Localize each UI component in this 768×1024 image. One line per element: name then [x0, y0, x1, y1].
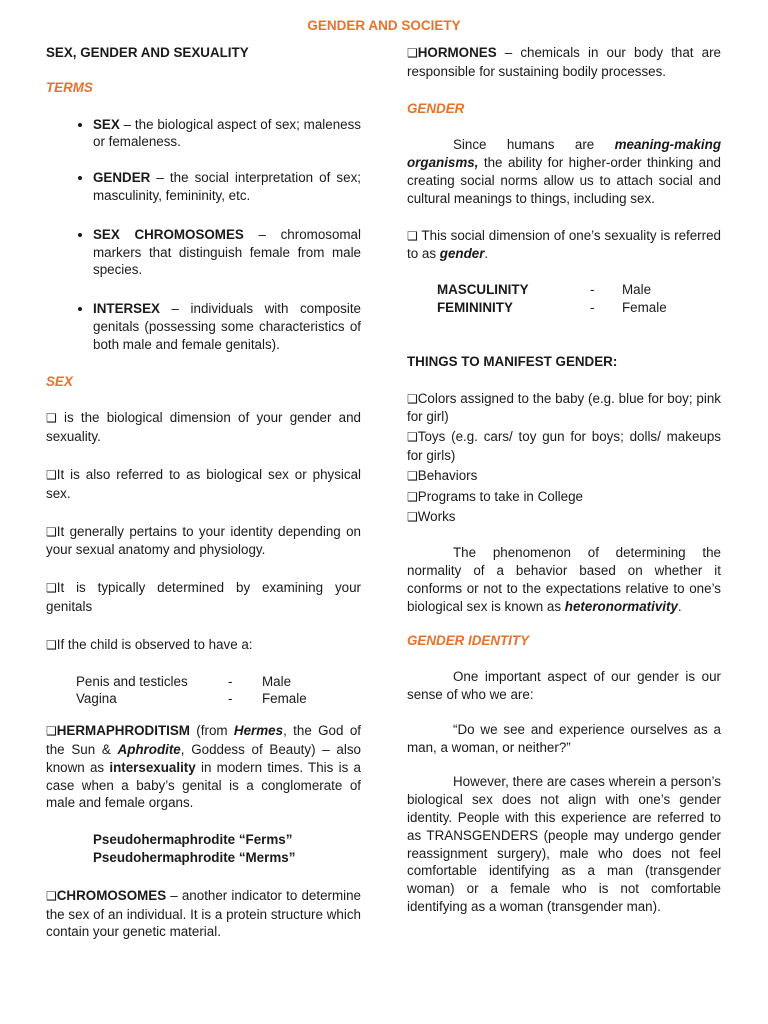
- gender-paragraph: Since humans are meaning-making organisms, the ability for higher-order thinking and creating social norms allow us to attach social and cultural meanings to things, including sex.: [407, 137, 721, 206]
- gender-definition: ❑ This social dimension of one’s sexuality is referred to as gender.: [407, 227, 721, 264]
- manifest-item: ❑ Programs to take in College: [407, 488, 721, 507]
- term-item-sex: • SEX – the biological aspect of sex; maleness or femaleness.: [93, 116, 361, 152]
- section-heading: SEX, GENDER AND SEXUALITY: [46, 45, 249, 60]
- sex-point: ❑ It is typically determined by examining your genitals: [46, 579, 361, 616]
- right-column: [407, 44, 721, 916]
- organ-row: Vagina - Female: [76, 691, 307, 707]
- hermaphroditism-paragraph: ❑ HERMAPHRODITISM (from Hermes, the God of the Sun & Aphrodite, Goddess of Beauty) – also known as intersexuality in modern times. This is a case when a baby’s genital is a conglomerate of male and female organs.: [46, 722, 361, 812]
- terms-label: TERMS: [46, 79, 93, 95]
- sex-point: ❑ is the biological dimension of your gender and sexuality.: [46, 409, 361, 446]
- transgender-paragraph: However, there are cases wherein a person’s biological sex does not align with one’s gender identity. People with this experience are referred to as TRANSGENDERS (people may undergo gender reassignment surgery), male who does not feel comfortable identifying as a man (transgender woman) or a female who is not comfortable identifying as a woman (transgender man).: [407, 774, 721, 914]
- masculinity-femininity-table: [407, 281, 721, 317]
- gender-identity-quote: “Do we see and experience ourselves as a man, a woman, or neither?”: [407, 721, 721, 755]
- left-column: [46, 44, 361, 941]
- sex-label: SEX: [46, 373, 73, 389]
- pseudo-item: Pseudohermaphrodite “Merms”: [93, 849, 296, 865]
- heteronormativity-paragraph: The phenomenon of determining the normality of a behavior based on whether it conforms or not to the expectations relative to one’s biological sex is known as heteronormativity.: [407, 545, 721, 614]
- manifest-item: ❑ Behaviors: [407, 467, 721, 486]
- organ-table: [46, 673, 361, 709]
- manifest-item: ❑ Colors assigned to the baby (e.g. blue for boy; pink for girl): [407, 390, 721, 427]
- term-item-intersex: • INTERSEX – individuals with composite genitals (possessing some characteristics of both male and female genitals).: [93, 300, 361, 353]
- document-title: GENDER AND SOCIETY: [307, 18, 461, 33]
- sex-point: ❑ If the child is observed to have a:: [46, 636, 361, 655]
- manifest-item: ❑ Works: [407, 508, 721, 527]
- pseudo-list: [46, 831, 361, 867]
- mf-row: FEMININITY - Female: [437, 299, 667, 315]
- chromosomes-paragraph: ❑ CHROMOSOMES – another indicator to determine the sex of an individual. It is a protein structure which contain your genetic material.: [46, 887, 361, 941]
- hormones-paragraph: ❑ HORMONES – chemicals in our body that are responsible for sustaining bodily processes.: [407, 44, 721, 81]
- manifest-heading: THINGS TO MANIFEST GENDER:: [407, 353, 618, 369]
- terms-list: [46, 116, 361, 354]
- term-item-sex-chromosomes: • SEX CHROMOSOMES – chromosomal markers that distinguish female from male species.: [93, 226, 361, 279]
- organ-row: Penis and testicles - Male: [76, 673, 292, 689]
- gender-identity-paragraph: One important aspect of our gender is our sense of who we are:: [407, 669, 721, 702]
- manifest-item: ❑ Toys (e.g. cars/ toy gun for boys; dolls/ makeups for girls): [407, 428, 721, 465]
- sex-point: ❑ It is also referred to as biological sex or physical sex.: [46, 466, 361, 503]
- mf-row: MASCULINITY - Male: [437, 282, 652, 298]
- pseudo-item: Pseudohermaphrodite “Ferms”: [93, 832, 293, 848]
- term-item-gender: • GENDER – the social interpretation of sex; masculinity, femininity, etc.: [93, 169, 361, 205]
- sex-point: ❑ It generally pertains to your identity depending on your sexual anatomy and physiology.: [46, 523, 361, 560]
- gender-identity-label: GENDER IDENTITY: [407, 633, 530, 649]
- manifest-list: [407, 390, 721, 528]
- gender-label: GENDER: [407, 100, 465, 116]
